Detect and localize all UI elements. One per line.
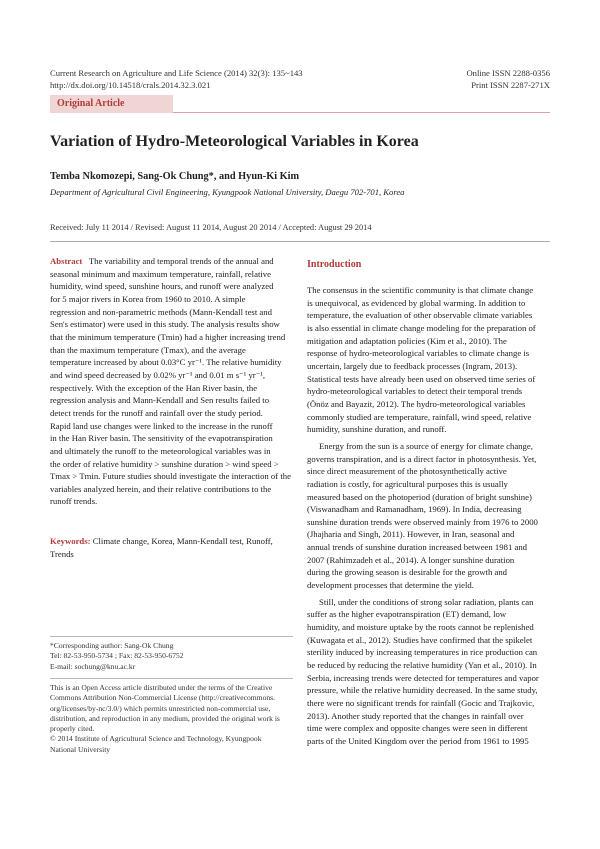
license-line: © 2014 Institute of Agricultural Science and Technology, Kyungpook — [50, 734, 262, 744]
intro-line: since direct measurement of the photosynthetically active — [307, 466, 507, 477]
intro-line: commonly studied are temperature, rainfall, wind speed, relative — [307, 411, 532, 422]
intro-line: mitigation and adaptation policies (Kim et al., 2010). The — [307, 335, 507, 346]
abstract-line: detect trends for the runoff and rainfall over the study period. — [50, 407, 263, 418]
abstract-line: temperature increased by about 0.03°C yr⁻¹. The relative humidity — [50, 357, 282, 368]
abstract-line: Abstract The variability and temporal trends of the annual and — [50, 256, 274, 266]
abstract-line: runoff trends. — [50, 496, 98, 507]
article-type-badge: Original Article — [50, 95, 173, 113]
abstract-line: and wind speed decreased by 0.02% yr⁻¹ and 0.01 m s⁻¹ yr⁻¹, — [50, 369, 266, 380]
keywords-label: Keywords: — [50, 536, 91, 546]
intro-line: 2013). Another study reported that the changes in rainfall over — [307, 710, 524, 721]
intro-line: pressure, while the relative humidity decreased. In the same study, — [307, 685, 538, 696]
abstract-line: than the maximum temperature (Tmax), and the average — [50, 344, 246, 355]
affiliation: Department of Agricultural Civil Engineering, Kyungpook National University, Daegu 702-701, Korea — [50, 187, 405, 197]
corresponding-author: *Corresponding author: Sang-Ok Chung — [50, 641, 174, 650]
abstract-line: that the minimum temperature (Tmin) had a higher increasing trend — [50, 331, 286, 342]
license-line: org/licenses/by-nc/3.0/) which permits unrestricted non-commercial use, — [50, 703, 271, 713]
intro-line: development processes that determine the yield. — [307, 580, 474, 591]
intro-line: during the growing season is desirable for the growth and — [307, 567, 508, 578]
abstract-line: in the Han River basin. The sensitivity of the evapotranspiration — [50, 433, 273, 444]
abstract-line: regression analysis and Mann-Kendall and Sen results failed to — [50, 395, 270, 406]
intro-line: is unequivocal, as evidenced by global warming. In addition to — [307, 297, 526, 308]
introduction-heading: Introduction — [307, 259, 362, 270]
license-notice — [50, 683, 293, 755]
doi-link[interactable]: http://dx.doi.org/10.14518/crals.2014.32.3.021 — [50, 80, 211, 90]
intro-line: be reduced by reducing the relative humidity (Yan et al., 2010). In — [307, 660, 537, 671]
issn-print: Print ISSN 2287-271X — [471, 80, 550, 90]
abstract-line: Tmax > Tmin. Future studies should investigate the interaction of the — [50, 471, 291, 482]
journal-citation: Current Research on Agriculture and Life Science (2014) 32(3): 135~143 — [50, 68, 303, 78]
intro-line: humidity, and moisture uptake by the roots cannot be replenished — [307, 622, 534, 633]
issn-online: Online ISSN 2288-0356 — [466, 68, 550, 78]
abstract-line: for 5 major rivers in Korea from 1960 to 2010. A simple — [50, 293, 246, 304]
intro-line: radiation is costly, for agricultural purposes this is usually — [307, 478, 508, 489]
abstract-label: Abstract — [50, 256, 83, 266]
intro-line: parts of the United Kingdom over the period from 1961 to 1995 — [307, 735, 529, 746]
intro-line: there were no significant trends for rainfall (Gocic and Trajkovic, — [307, 698, 535, 708]
license-line: This is an Open Access article distributed under the terms of the Creative — [50, 683, 273, 692]
abstract-line: variables analyzed herein, and their relative contributions to the — [50, 483, 272, 494]
license-divider — [50, 678, 293, 679]
intro-line: governs transpiration, and is a direct factor in photosynthesis. Yet, — [307, 453, 537, 464]
intro-line: Still, under the conditions of strong solar radiation, plants can — [319, 596, 534, 607]
abstract-line: and ultimately the runoff to the meteorological variables was in — [50, 445, 271, 456]
abstract-line: humidity, wind speed, sunshine hours, and runoff were analyzed — [50, 281, 274, 292]
keywords — [50, 535, 293, 560]
intro-line: (Kuwagata et al., 2012). Studies have confirmed that the spikelet — [307, 634, 533, 645]
intro-line: 2007 (Rahimzadeh et al., 2014). A longer sunshine duration — [307, 554, 515, 565]
introduction-body — [307, 284, 550, 748]
intro-line: sunshine duration trends were observed mainly from 1976 to 2000 — [307, 516, 538, 527]
abstract-line: regression and non-parametric methods (Mann-Kendall test and — [50, 306, 272, 317]
keywords-text-cont: Trends — [50, 548, 74, 559]
abstract-line: Sen's estimator) were used in this study. The analysis results show — [50, 319, 280, 330]
header-divider — [173, 112, 550, 113]
license-line: National University — [50, 744, 111, 754]
submission-dates: Received: July 11 2014 / Revised: August 11 2014, August 20 2014 / Accepted: August 29 2014 — [50, 223, 372, 232]
intro-line: hydro-meteorological variables to detect their temporal trends — [307, 386, 523, 397]
article-title: Variation of Hydro-Meteorological Variables in Korea — [50, 133, 419, 150]
intro-line: suffer as the higher evapotranspiration (ET) demand, low — [307, 609, 507, 620]
license-line: distribution, and reproduction in any medium, provided the original work is — [50, 713, 280, 723]
intro-line: uncertain, largely due to feedback processes (Ingram, 2013). — [307, 360, 518, 371]
intro-line: is also essential in climate change modeling for the preparation of — [307, 322, 536, 333]
abstract-line: respectively. With the exception of the Han River basin, the — [50, 382, 258, 393]
dates-divider — [50, 241, 550, 242]
footnote-divider — [50, 636, 293, 637]
author-list: Temba Nkomozepi, Sang-Ok Chung*, and Hyun-Ki Kim — [50, 171, 300, 182]
license-line: properly cited. — [50, 724, 95, 734]
intro-line: (Önöz and Bayazit, 2012). The hydro-meteorological variables — [307, 398, 526, 409]
contact-phone: Tel: 82-53-950-5734 ; Fax: 82-53-950-6752 — [50, 651, 184, 661]
intro-line: sterility induced by increasing temperatures in rice production can — [307, 647, 538, 658]
contact-email[interactable]: E-mail: sochung@knu.ac.kr — [50, 661, 136, 671]
intro-line: (Viswanadham and Ramanadham, 1969). In India, decreasing — [307, 504, 522, 515]
intro-line: (Jhajharia and Singh, 2011). However, in Iran, seasonal and — [307, 529, 515, 540]
intro-line: measured based on the photoperiod (duration of bright sunshine) — [307, 491, 532, 502]
intro-line: humidity, sunshine duration, and runoff. — [307, 424, 447, 435]
abstract-line: Rapid land use changes were linked to the increase in the runoff — [50, 420, 273, 431]
intro-line: temperature, the evaluation of other observable climate variables — [307, 310, 533, 321]
intro-line: annual trends of sunshine duration increased between 1981 and — [307, 542, 528, 553]
intro-line: The consensus in the scientific community is that climate change — [307, 285, 534, 295]
license-line: Commons Attribution Non-Commercial License (http://creativecommons. — [50, 693, 276, 703]
abstract — [50, 255, 293, 508]
intro-line: Serbia, increasing trends were detected for temperatures and vapor — [307, 672, 539, 683]
abstract-line: seasonal minimum and maximum temperature, rainfall, relative — [50, 268, 271, 279]
intro-line: time were complex and opposite changes were seen in different — [307, 723, 528, 734]
abstract-line: the order of relative humidity > sunshine duration > wind speed > — [50, 458, 279, 469]
corresponding-info — [50, 641, 293, 672]
intro-line: response of hydro-meteorological variables to climate change is — [307, 348, 530, 359]
keywords-text: Climate change, Korea, Mann-Kendall test, Runoff, — [92, 536, 273, 546]
intro-line: Statistical tests have already been used on observed time series of — [307, 373, 536, 384]
intro-line: Energy from the sun is a source of energy for climate change, — [319, 440, 533, 451]
